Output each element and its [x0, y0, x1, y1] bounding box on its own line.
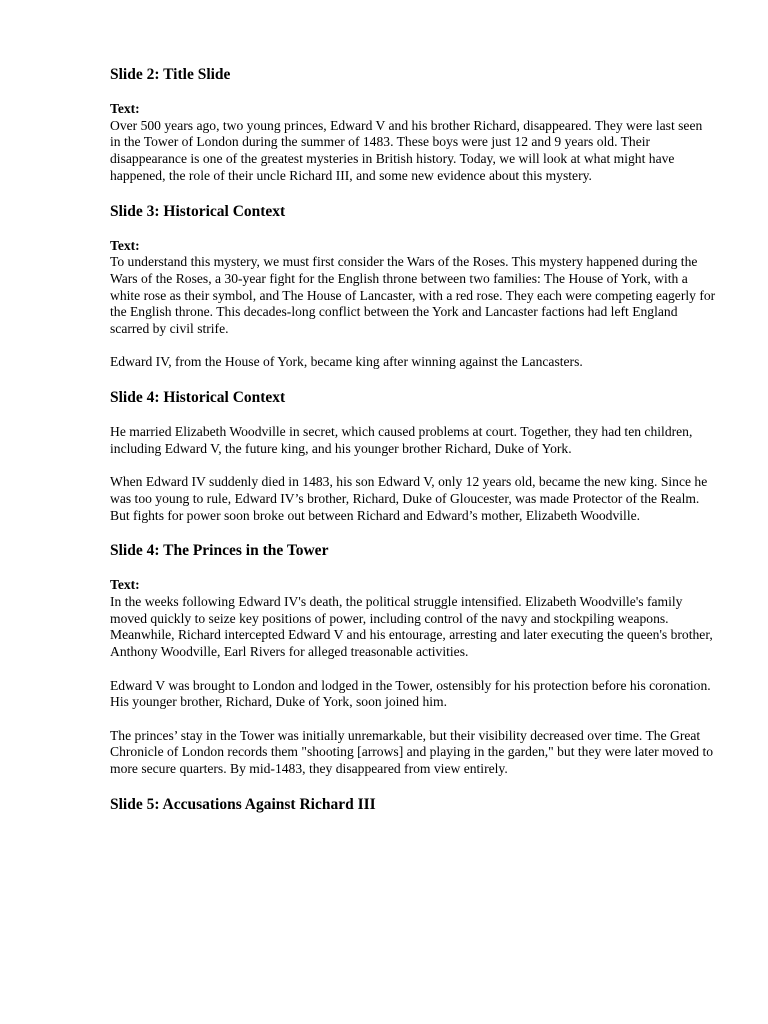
- section-heading: Slide 4: The Princes in the Tower: [110, 542, 329, 560]
- paragraph-gap: [110, 458, 718, 475]
- paragraph: In the weeks following Edward IV's death, the political struggle intensified. Elizabeth Woodville's family moved quickly to seize key positions of power, including control of the navy and stockpiling weapons. Meanwhile, Richard intercepted Edward V and his entourage, arresting and later executing the queen's brother, Anthony Woodville, Earl Rivers for alleged treasonable activities.: [110, 594, 713, 660]
- section-heading: Slide 4: Historical Context: [110, 389, 286, 407]
- paragraph: The princes’ stay in the Tower was initially unremarkable, but their visibility decreased over time. The Great Chronicle of London records them "shooting [arrows] and playing in the garden," but they were later moved to more secure quarters. By mid-1483, they disappeared from view entirely.: [110, 727, 714, 777]
- section-slide-5: [110, 796, 718, 814]
- section-slide-4-context: [110, 389, 718, 524]
- paragraph-gap: [110, 338, 718, 355]
- paragraph: Edward V was brought to London and lodged in the Tower, ostensibly for his protection before his coronation. His younger brother, Richard, Duke of York, soon joined him.: [110, 677, 711, 710]
- paragraph: To understand this mystery, we must first consider the Wars of the Roses. This mystery happened during the Wars of the Roses, a 30-year fight for the English throne between two families: The House of York, with a white rose as their symbol, and The House of Lancaster, with a red rose. They each were competing eagerly for the English throne. This decades-long conflict between the York and Lancaster factions had left England scarred by civil strife.: [110, 254, 716, 337]
- paragraph: He married Elizabeth Woodville in secret, which caused problems at court. Together, they had ten children, including Edward V, the future king, and his younger brother Richard, Duke of York.: [110, 424, 693, 456]
- paragraph: When Edward IV suddenly died in 1483, his son Edward V, only 12 years old, became the new king. Since he was too young to rule, Edward IV’s brother, Richard, Duke of Gloucester, was made Protector of the Realm. But fights for power soon broke out between Richard and Edward’s mother, Elizabeth Woodville.: [110, 474, 708, 523]
- paragraph-gap: [110, 661, 718, 678]
- text-label: Text:: [110, 237, 140, 253]
- section-heading: Slide 3: Historical Context: [110, 202, 286, 220]
- section-slide-2: [110, 66, 718, 185]
- section-slide-4-princes: [110, 542, 718, 777]
- paragraph: Over 500 years ago, two young princes, Edward V and his brother Richard, disappeared. They were last seen in the Tower of London during the summer of 1483. These boys were just 12 and 9 years old. Their disappearance is one of the greatest mysteries in British history. Today, we will look at what might have happened, the role of their uncle Richard III, and some new evidence about this mystery.: [110, 117, 703, 183]
- text-label: Text:: [110, 101, 140, 116]
- paragraph: Edward IV, from the House of York, became king after winning against the Lancasters.: [110, 354, 583, 370]
- paragraph-gap: [110, 711, 718, 728]
- section-heading: Slide 2: Title Slide: [110, 66, 231, 83]
- text-label: Text:: [110, 577, 140, 593]
- section-heading: Slide 5: Accusations Against Richard III: [110, 795, 376, 813]
- section-slide-3: [110, 203, 718, 372]
